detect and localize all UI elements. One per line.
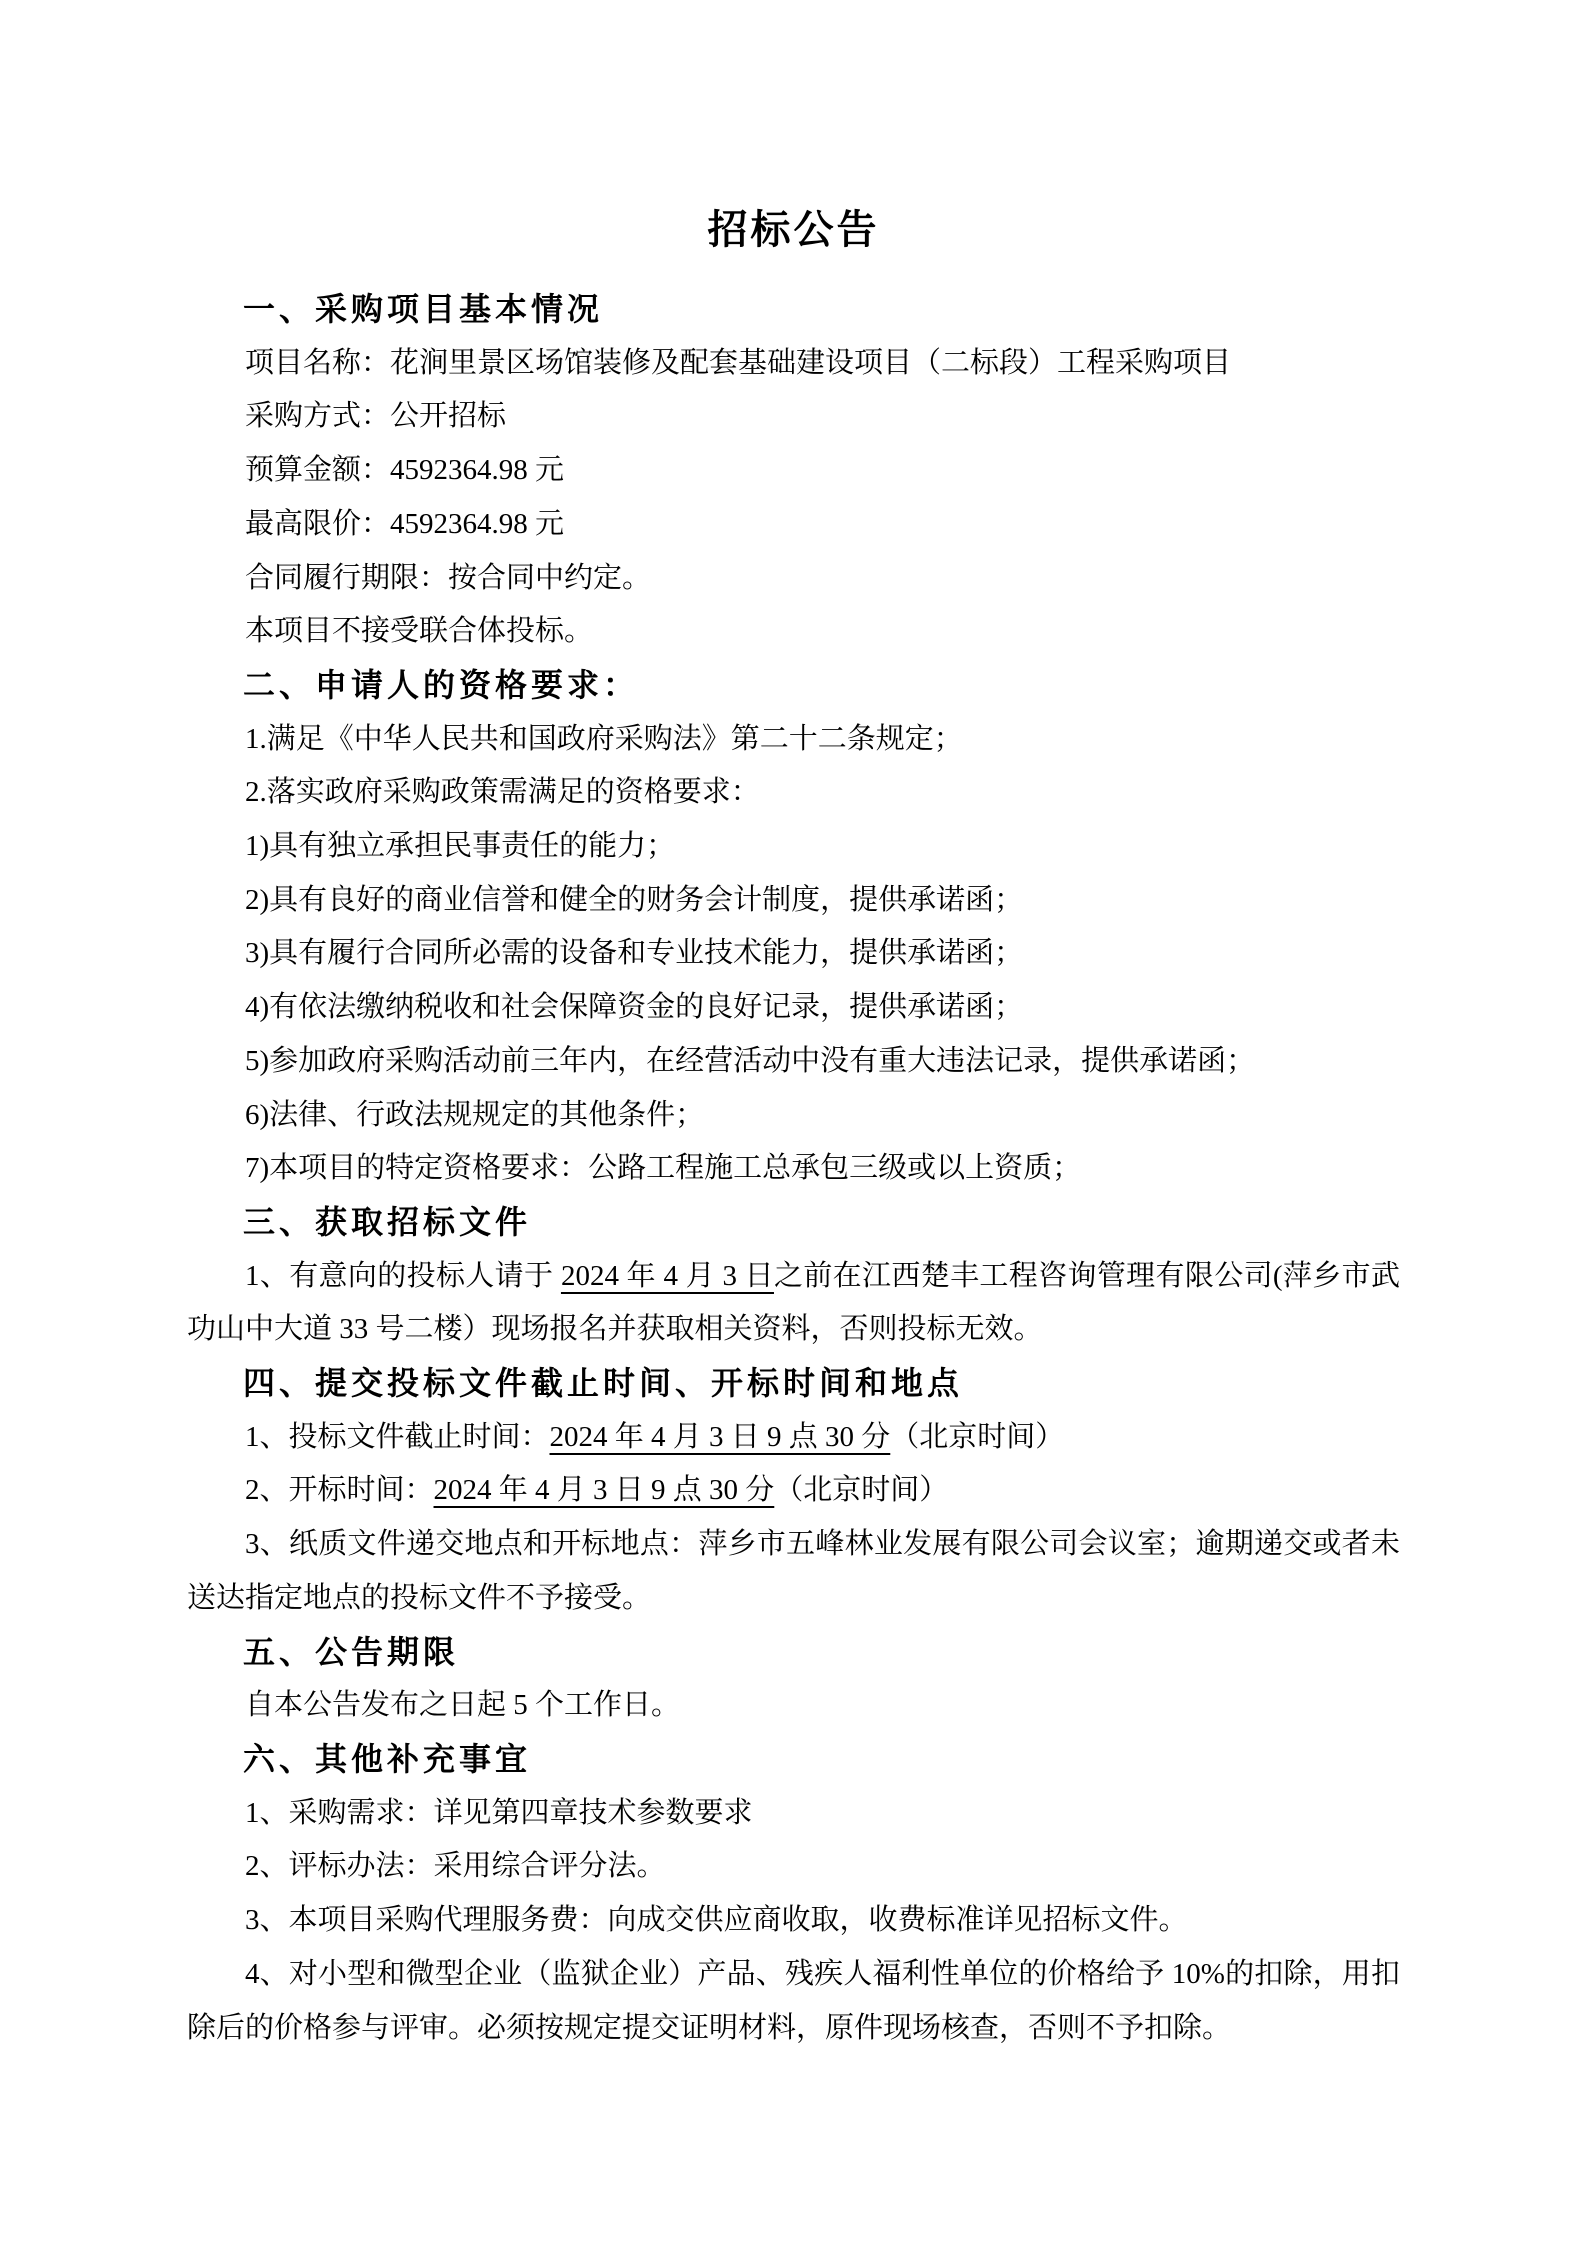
max-price-line: 最高限价：4592364.98 元: [245, 507, 565, 540]
heading-qualification: 二、申请人的资格要求：: [243, 666, 640, 703]
document-title: 招标公告: [707, 207, 880, 252]
opening-timezone: （北京时间）: [774, 1474, 949, 1507]
deadline-datetime-underlined: 2024 年 4 月 3 日 9 点 30 分: [549, 1420, 891, 1453]
deadline-label: 1、投标文件截止时间：: [245, 1420, 550, 1453]
qualification-item-2-6: 6)法律、行政法规规定的其他条件；: [245, 1098, 705, 1131]
no-consortium-line: 本项目不接受联合体投标。: [245, 615, 594, 648]
heading-basic-info: 一、采购项目基本情况: [243, 291, 604, 327]
obtain-date-underlined: 2024 年 4 月 3 日: [560, 1259, 774, 1292]
qualification-item-1: 1.满足《中华人民共和国政府采购法》第二十二条规定；: [245, 722, 963, 755]
other-item-1: 1、采购需求：详见第四章技术参数要求: [245, 1796, 753, 1829]
obtain-documents-paragraph: [187, 1250, 1400, 1357]
procurement-method-line: 采购方式：公开招标: [245, 400, 507, 433]
qualification-item-2-7: 7)本项目的特定资格要求：公路工程施工总承包三级或以上资质；: [245, 1152, 1082, 1185]
opening-datetime-underlined: 2024 年 4 月 3 日 9 点 30 分: [433, 1474, 775, 1507]
heading-other-matters: 六、其他补充事宜: [243, 1740, 532, 1777]
qualification-item-2-5: 5)参加政府采购活动前三年内，在经营活动中没有重大违法记录，提供承诺函；: [245, 1044, 1256, 1077]
other-item-2: 2、评标办法：采用综合评分法。: [245, 1850, 666, 1883]
obtain-post-text: 之前在江西楚丰工程咨询管理有限公司(萍乡市武功山中大道 33 号二楼）现场报名并获取相关资料，否则投标无效。: [187, 1259, 1400, 1346]
heading-announcement-period: 五、公告期限: [243, 1633, 460, 1670]
obtain-pre-text: 1、有意向的投标人请于: [245, 1259, 561, 1292]
announcement-period-line: 自本公告发布之日起 5 个工作日。: [245, 1689, 681, 1722]
bid-opening-line: [187, 1464, 1400, 1518]
qualification-item-2-2: 2)具有良好的商业信誉和健全的财务会计制度，提供承诺函；: [245, 883, 1024, 916]
bid-deadline-line: [187, 1411, 1400, 1465]
deadline-timezone: （北京时间）: [890, 1420, 1065, 1453]
heading-obtain-documents: 三、获取招标文件: [243, 1203, 532, 1240]
project-name-line: 项目名称：花涧里景区场馆装修及配套基础建设项目（二标段）工程采购项目: [245, 346, 1232, 379]
budget-amount-line: 预算金额：4592364.98 元: [245, 454, 565, 487]
qualification-item-2-1: 1)具有独立承担民事责任的能力；: [245, 830, 676, 863]
qualification-item-2: 2.落实政府采购政策需满足的资格要求：: [245, 776, 760, 809]
opening-label: 2、开标时间：: [245, 1474, 434, 1507]
submission-location-paragraph: 3、纸质文件递交地点和开标地点：萍乡市五峰林业发展有限公司会议室；逾期递交或者未送达指定地点的投标文件不予接受。: [187, 1528, 1400, 1614]
contract-term-line: 合同履行期限：按合同中约定。: [245, 561, 652, 594]
qualification-item-2-4: 4)有依法缴纳税收和社会保障资金的良好记录，提供承诺函；: [245, 991, 1024, 1024]
other-item-3: 3、本项目采购代理服务费：向成交供应商收取，收费标准详见招标文件。: [245, 1904, 1188, 1937]
other-item-4: 4、对小型和微型企业（监狱企业）产品、残疾人福利性单位的价格给予 10%的扣除，用扣除后的价格参与评审。必须按规定提交证明材料，原件现场核查，否则不予扣除。: [187, 1957, 1400, 2044]
heading-submission-deadline: 四、提交投标文件截止时间、开标时间和地点: [243, 1365, 964, 1402]
qualification-item-2-3: 3)具有履行合同所必需的设备和专业技术能力，提供承诺函；: [245, 937, 1024, 970]
